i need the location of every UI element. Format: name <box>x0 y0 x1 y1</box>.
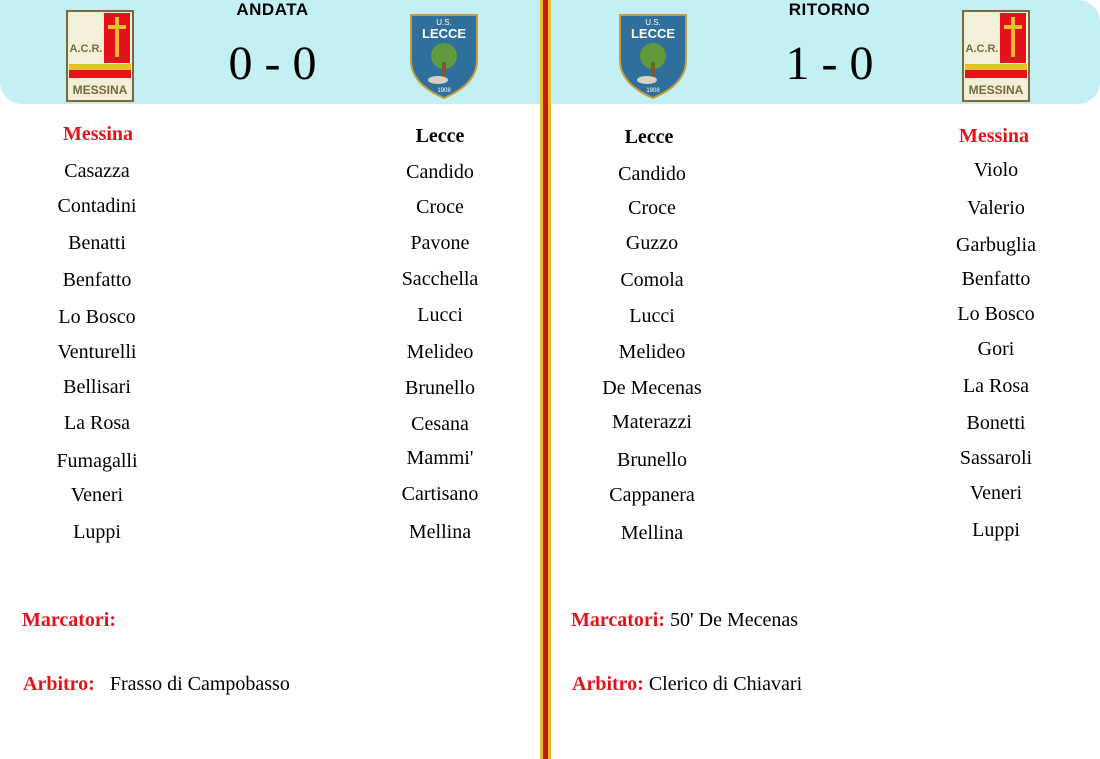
svg-text:A.C.R.: A.C.R. <box>965 43 999 55</box>
player-name: Luppi <box>972 519 1020 541</box>
player-name: Lucci <box>629 305 675 327</box>
player-name: Guzzo <box>625 232 679 254</box>
lecce-logo-icon <box>408 12 480 100</box>
arbitro-label: Arbitro: <box>23 673 95 695</box>
player-name: Benfatto <box>961 268 1031 290</box>
player-name: Benfatto <box>62 269 132 291</box>
arbitro-value: Clerico di Chiavari <box>648 673 803 695</box>
ritorno-away-team: Messina <box>959 125 1029 147</box>
andata-home-team: Messina <box>63 123 133 145</box>
player-name: Materazzi <box>612 411 692 433</box>
svg-text:LECCE: LECCE <box>421 26 467 41</box>
arbitro-label: Arbitro: <box>572 673 644 695</box>
player-name: Melideo <box>618 341 686 363</box>
player-name: Brunello <box>617 449 687 471</box>
player-name: Lo Bosco <box>957 303 1035 325</box>
ritorno-label: RITORNO <box>788 0 871 19</box>
svg-text:MESSINA: MESSINA <box>968 83 1024 97</box>
andata-marcatori <box>22 608 116 632</box>
ritorno-home-team: Lecce <box>624 126 674 148</box>
player-name: Lucci <box>417 304 463 326</box>
svg-text:MESSINA: MESSINA <box>72 83 128 97</box>
player-name: Contadini <box>57 195 137 217</box>
marcatori-value: 50' De Mecenas <box>670 609 799 631</box>
player-name: Valerio <box>967 197 1025 219</box>
player-name: Croce <box>628 197 676 219</box>
player-name: Veneri <box>969 482 1023 504</box>
svg-text:1908: 1908 <box>646 88 660 94</box>
svg-text:U.S.: U.S. <box>436 18 452 27</box>
player-name: Comola <box>620 269 684 291</box>
player-name: Pavone <box>410 232 470 254</box>
arbitro-value: Frasso di Campobasso <box>109 673 290 695</box>
player-name: Melideo <box>406 341 474 363</box>
player-name: Brunello <box>405 377 475 399</box>
player-name: Cartisano <box>401 483 479 505</box>
ritorno-marcatori <box>571 608 798 632</box>
lecce-logo-icon <box>617 12 689 100</box>
player-name: Fumagalli <box>56 450 138 472</box>
messina-logo-icon <box>962 10 1030 102</box>
messina-logo-icon <box>66 10 134 102</box>
player-name: Mellina <box>408 521 472 543</box>
player-name: Bellisari <box>63 376 131 398</box>
player-name: Candido <box>618 163 686 185</box>
player-name: Lo Bosco <box>58 306 136 328</box>
player-name: Veneri <box>70 484 124 506</box>
player-name: Casazza <box>64 160 130 182</box>
player-name: Venturelli <box>57 341 137 363</box>
svg-text:LECCE: LECCE <box>630 26 676 41</box>
player-name: Luppi <box>73 521 121 543</box>
player-name: Benatti <box>68 232 126 254</box>
andata-score: 0 - 0 <box>228 37 317 90</box>
player-name: Sassaroli <box>959 447 1033 469</box>
marcatori-label: Marcatori: <box>22 609 117 631</box>
player-name: Cesana <box>411 413 469 435</box>
center-divider <box>540 0 551 759</box>
marcatori-label: Marcatori: <box>571 609 666 631</box>
ritorno-arbitro <box>572 672 802 696</box>
andata-arbitro <box>23 672 290 696</box>
player-name: La Rosa <box>962 375 1030 397</box>
player-name: Garbuglia <box>956 234 1036 256</box>
player-name: Croce <box>416 196 464 218</box>
svg-text:U.S.: U.S. <box>645 18 661 27</box>
player-name: Candido <box>406 161 474 183</box>
player-name: Violo <box>973 159 1019 181</box>
svg-text:A.C.R.: A.C.R. <box>69 43 103 55</box>
andata-away-team: Lecce <box>415 125 465 147</box>
player-name: Cappanera <box>609 484 695 506</box>
player-name: La Rosa <box>63 412 131 434</box>
player-name: Sacchella <box>401 268 479 290</box>
player-name: Mammi' <box>406 447 474 469</box>
player-name: Gori <box>977 338 1015 360</box>
player-name: Mellina <box>620 522 684 544</box>
player-name: Bonetti <box>966 412 1026 434</box>
svg-text:1908: 1908 <box>437 88 451 94</box>
andata-label: ANDATA <box>236 0 309 19</box>
player-name: De Mecenas <box>602 377 702 399</box>
ritorno-score: 1 - 0 <box>785 37 874 90</box>
